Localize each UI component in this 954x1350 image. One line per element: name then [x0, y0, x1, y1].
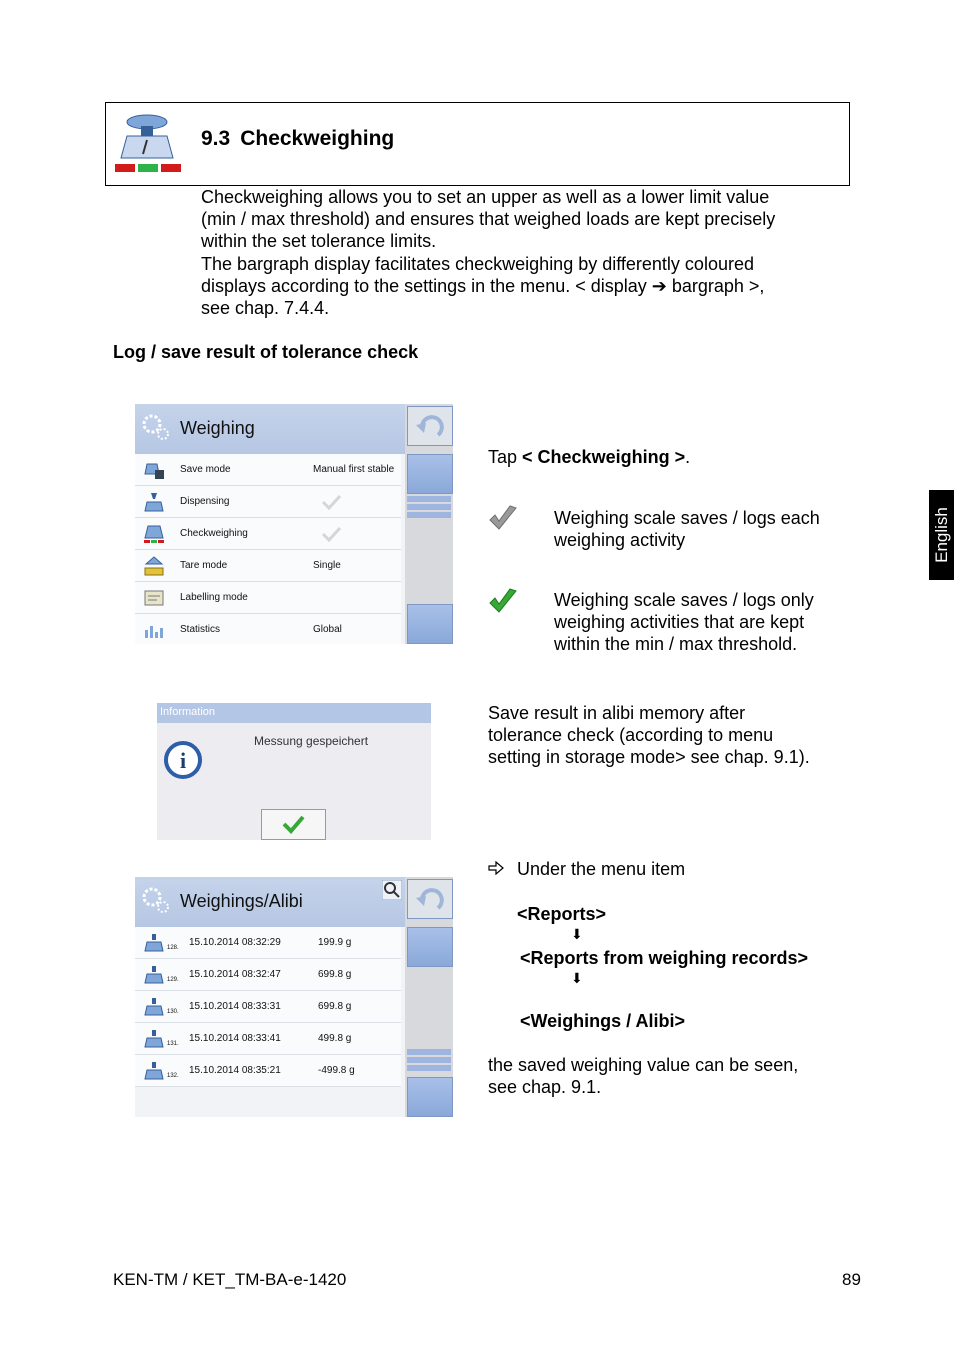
arrow-down-icon: ⬇ — [571, 970, 583, 986]
dialog-message: Messung gespeichert — [254, 734, 369, 748]
weighing-record-icon — [143, 1029, 165, 1049]
alibi-header — [135, 877, 405, 927]
section-title: 9.3 Checkweighing — [201, 127, 395, 150]
subheading: Log / save result of tolerance check — [113, 342, 419, 362]
statistics-icon — [143, 620, 165, 640]
weighing-record-icon — [143, 1061, 165, 1081]
table-row[interactable]: 132. 15.10.2014 08:35:21 -499.8 g — [135, 1055, 401, 1087]
scroll-grip — [407, 504, 451, 510]
scroll-grip — [407, 1049, 451, 1055]
menu-scrollbar[interactable] — [405, 404, 453, 644]
table-row[interactable]: 130. 15.10.2014 08:33:31 699.8 g — [135, 991, 401, 1023]
home-button[interactable] — [407, 454, 453, 494]
intro-paragraph: Checkweighing allows you to set an upper as well as a lower limit value (min / max threshold) and ensures that weighed loads are kept precisely within the set tolerance limits. The bargraph display facilitates checkweighing by differently coloured displays according to the settings in the menu. < display ➔ bargraph >, see chap. 7.4.4. — [201, 187, 776, 319]
scroll-grip — [407, 1057, 451, 1063]
table-row[interactable]: 129. 15.10.2014 08:32:47 699.8 g — [135, 959, 401, 991]
scroll-down-button[interactable] — [407, 1077, 453, 1117]
page-number: 89 — [842, 1270, 861, 1289]
arrow-down-icon: ⬇ — [571, 926, 583, 942]
scroll-down-button[interactable] — [407, 604, 453, 644]
ok-button[interactable] — [261, 809, 326, 840]
information-dialog — [157, 703, 431, 840]
menu-path-step-alibi: <Weighings / Alibi> — [520, 1011, 686, 1031]
back-button[interactable] — [407, 406, 453, 446]
undo-arrow-icon — [408, 407, 452, 445]
dispensing-icon — [143, 492, 165, 512]
undo-arrow-icon — [408, 880, 452, 918]
checkweighing-scale-icon — [113, 110, 183, 178]
scroll-grip — [407, 496, 451, 502]
arrow-right-outline-icon — [488, 861, 504, 875]
menu-item-tare-mode[interactable]: Tare mode Single — [135, 550, 401, 582]
search-icon[interactable] — [382, 880, 402, 900]
footer-doc-id: KEN-TM / KET_TM-BA-e-1420 — [113, 1270, 347, 1289]
language-side-tab: English — [929, 490, 954, 580]
checkmark-icon — [262, 810, 325, 839]
svg-text:i: i — [179, 748, 187, 773]
weighing-record-icon — [143, 997, 165, 1017]
weighing-record-icon — [143, 965, 165, 985]
checkmark-faint-icon — [320, 494, 342, 510]
checkmark-faint-icon — [320, 526, 342, 542]
table-row[interactable]: 131. 15.10.2014 08:33:41 499.8 g — [135, 1023, 401, 1055]
green-check-description: Weighing scale saves / logs only weighing activities that are kept within the min / max threshold. — [554, 590, 814, 655]
menu-path-intro: Under the menu item — [517, 859, 686, 879]
menu-item-statistics[interactable]: Statistics Global — [135, 614, 401, 644]
scroll-grip — [407, 512, 451, 518]
menu-item-checkweighing[interactable]: Checkweighing — [135, 518, 401, 550]
menu-item-save-mode[interactable]: Save mode Manual first stable — [135, 454, 401, 486]
dialog-header: Information — [157, 703, 431, 723]
gear-icon — [141, 885, 171, 915]
save-description: Save result in alibi memory after tolerance check (according to menu setting in storage mode> see chap. 9.1). — [488, 703, 810, 768]
menu-path-step-reports: <Reports> — [517, 904, 607, 924]
menu-item-labelling-mode[interactable]: Labelling mode — [135, 582, 401, 614]
checkweighing-icon — [143, 524, 165, 544]
labelling-mode-icon — [143, 588, 165, 608]
alibi-title: Weighings/Alibi — [180, 891, 303, 911]
weighing-record-icon — [143, 933, 165, 953]
scroll-grip — [407, 1065, 451, 1071]
alibi-scrollbar[interactable] — [405, 877, 453, 1117]
table-row[interactable]: 128. 15.10.2014 08:32:29 199.9 g — [135, 927, 401, 959]
alibi-list-screenshot — [135, 877, 453, 1117]
tare-mode-icon — [143, 556, 165, 576]
weighing-menu-title: Weighing — [180, 418, 255, 438]
save-mode-icon — [143, 460, 165, 480]
weighing-menu-header — [135, 404, 405, 454]
grey-check-description: Weighing scale saves / logs each weighing activity — [554, 508, 820, 551]
gear-icon — [141, 412, 171, 442]
checkmark-grey-icon — [488, 504, 518, 532]
menu-item-dispensing[interactable]: Dispensing — [135, 486, 401, 518]
tap-instruction: Tap < Checkweighing >. — [488, 447, 691, 467]
back-button[interactable] — [407, 879, 453, 919]
info-icon — [163, 740, 203, 780]
checkmark-green-icon — [488, 587, 518, 615]
home-button[interactable] — [407, 927, 453, 967]
weighing-menu-screenshot — [135, 404, 453, 644]
menu-path-outro: the saved weighing value can be seen, see chap. 9.1. — [488, 1055, 799, 1098]
menu-path-step-records: <Reports from weighing records> — [520, 948, 809, 968]
